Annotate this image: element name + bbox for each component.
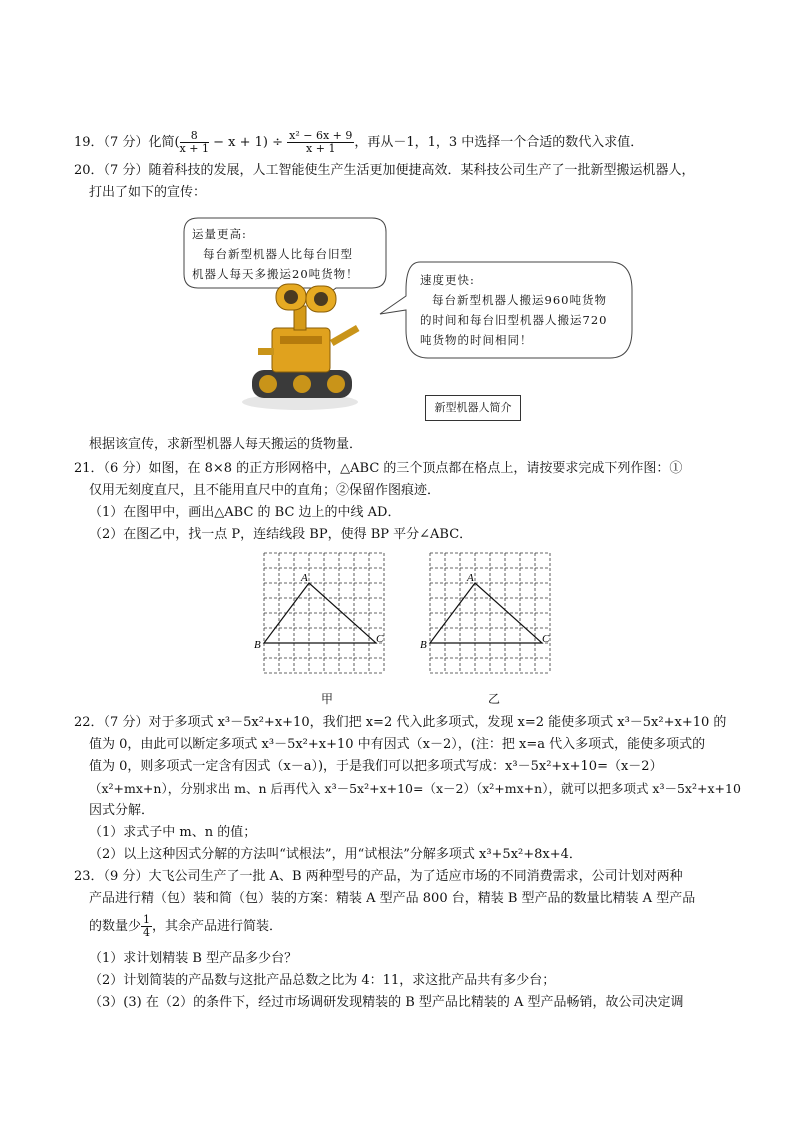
robot-caption: 新型机器人简介 <box>425 395 521 421</box>
q23-frac-den: 4 <box>143 926 151 939</box>
label-a-jia: A <box>301 572 308 584</box>
grid-yi <box>420 548 562 690</box>
q21-sub-2: （2）在图乙中，找一点 P，连结线段 BP，使得 BP 平分∠ABC． <box>89 527 473 542</box>
q23-sub-1: （1）求计划精装 B 型产品多少台？ <box>89 951 298 966</box>
grid-jia-lines <box>264 553 384 673</box>
grid-jia-caption: 甲 <box>321 692 334 706</box>
q23-line-3 <box>89 914 282 939</box>
callout-1-body-1: 每台新型机器人比每台旧型 <box>203 247 353 261</box>
q19-tail: ，再从－1，1，3 中选择一个合适的数代入求值． <box>354 135 644 150</box>
callout-1-body-2: 机器人每天多搬运20吨货物！ <box>192 267 359 281</box>
q22-line-5: 因式分解． <box>89 803 155 818</box>
q23-line-3-pre: 的数量少 <box>89 919 142 934</box>
q23-fraction <box>141 914 152 939</box>
q22-sub-1: （1）求式子中 m、n 的值； <box>89 825 257 840</box>
grid-yi-lines <box>430 553 550 673</box>
q21-sub-1: （1）在图甲中，画出△ABC 的 BC 边上的中线 AD． <box>89 505 401 520</box>
q19-mid: − x + 1) ÷ <box>213 135 283 150</box>
q19-fraction-1 <box>180 130 209 155</box>
q19-label: 19．（7 分）化简( <box>74 135 180 150</box>
q23-frac-num: 1 <box>143 913 151 926</box>
q22-line-4: （x²+mx+n），分别求出 m、n 后再代入 x³－5x²+x+10=（x－2）（x²+mx+n），就可以把多项式 x³－5x²+x+10 <box>89 781 741 796</box>
callout-1-text <box>192 224 359 284</box>
robot-icon <box>242 284 359 410</box>
label-b-yi: B <box>420 639 427 651</box>
q23-sub-2: （2）计划简装的产品数与这批产品总数之比为 4：11，求这批产品共有多少台； <box>89 973 556 988</box>
callout-2-body-1: 每台新型机器人搬运960吨货物 <box>432 293 607 307</box>
q20-line-2: 打出了如下的宣传： <box>89 185 207 200</box>
q19-frac2-num: x² − 6x + 9 <box>289 129 353 142</box>
q19-fraction-2 <box>287 130 354 155</box>
grid-jia <box>254 548 396 690</box>
q22-sub-2: （2）以上这种因式分解的方法叫“试根法”，用“试根法”分解多项式 x³+5x²+8x+4． <box>89 847 582 862</box>
q19-frac1-den: x + 1 <box>179 142 209 155</box>
callout-2-body-3: 吨货物的时间相同！ <box>420 333 533 347</box>
label-b-jia: B <box>254 639 261 651</box>
label-c-jia: C <box>376 633 384 645</box>
q20-line-1: 20．（7 分）随着科技的发展，人工智能使生产生活更加便捷高效．某科技公司生产了一批新型搬运机器人， <box>74 163 695 178</box>
q23-line-3-post: ，其余产品进行简装． <box>152 919 283 934</box>
q21-line-1: 21．（6 分）如图，在 8×8 的正方形网格中，△ABC 的三个顶点都在格点上，请按要求完成下列作图：① <box>74 461 683 476</box>
q23-line-1: 23．（9 分）大飞公司生产了一批 A、B 两种型号的产品，为了适应市场的不同消费需求，公司计划对两种 <box>74 869 683 884</box>
q21-line-2: 仅用无刻度直尺，且不能用直尺中的直角；②保留作图痕迹． <box>89 483 441 498</box>
q22-line-1: 22．（7 分）对于多项式 x³－5x²+x+10，我们把 x=2 代入此多项式，发现 x=2 能使多项式 x³－5x²+x+10 的 <box>74 715 727 730</box>
q22-line-2: 值为 0，由此可以断定多项式 x³－5x²+x+10 中有因式（x－2），(注：把 x=a 代入多项式，能使多项式的 <box>89 737 706 752</box>
label-a-yi: A <box>467 572 474 584</box>
q23-line-2: 产品进行精（包）装和简（包）装的方案：精装 A 型产品 800 台，精装 B 型产品的数量比精装 A 型产品 <box>89 891 696 906</box>
q20-question: 根据该宣传，求新型机器人每天搬运的货物量． <box>89 437 363 452</box>
callout-2-body-2: 的时间和每台旧型机器人搬运720 <box>420 313 608 327</box>
q23-sub-3: （3）(3) 在（2）的条件下，经过市场调研发现精装的 B 型产品比精装的 A 型产品畅销，故公司决定调 <box>89 995 684 1010</box>
callout-2-title: 速度更快: <box>420 273 475 287</box>
q19-frac1-num: 8 <box>180 130 209 143</box>
q19-line <box>74 130 643 155</box>
grid-yi-caption: 乙 <box>488 692 501 706</box>
q22-line-3: 值为 0，则多项式一定含有因式（x－a）)，于是我们可以把多项式写成：x³－5x²+x+10=（x－2） <box>89 759 663 774</box>
label-c-yi: C <box>542 633 550 645</box>
q19-frac2-den: x + 1 <box>306 142 336 155</box>
callout-2-text <box>420 270 607 350</box>
callout-1-title: 运量更高: <box>192 227 247 241</box>
